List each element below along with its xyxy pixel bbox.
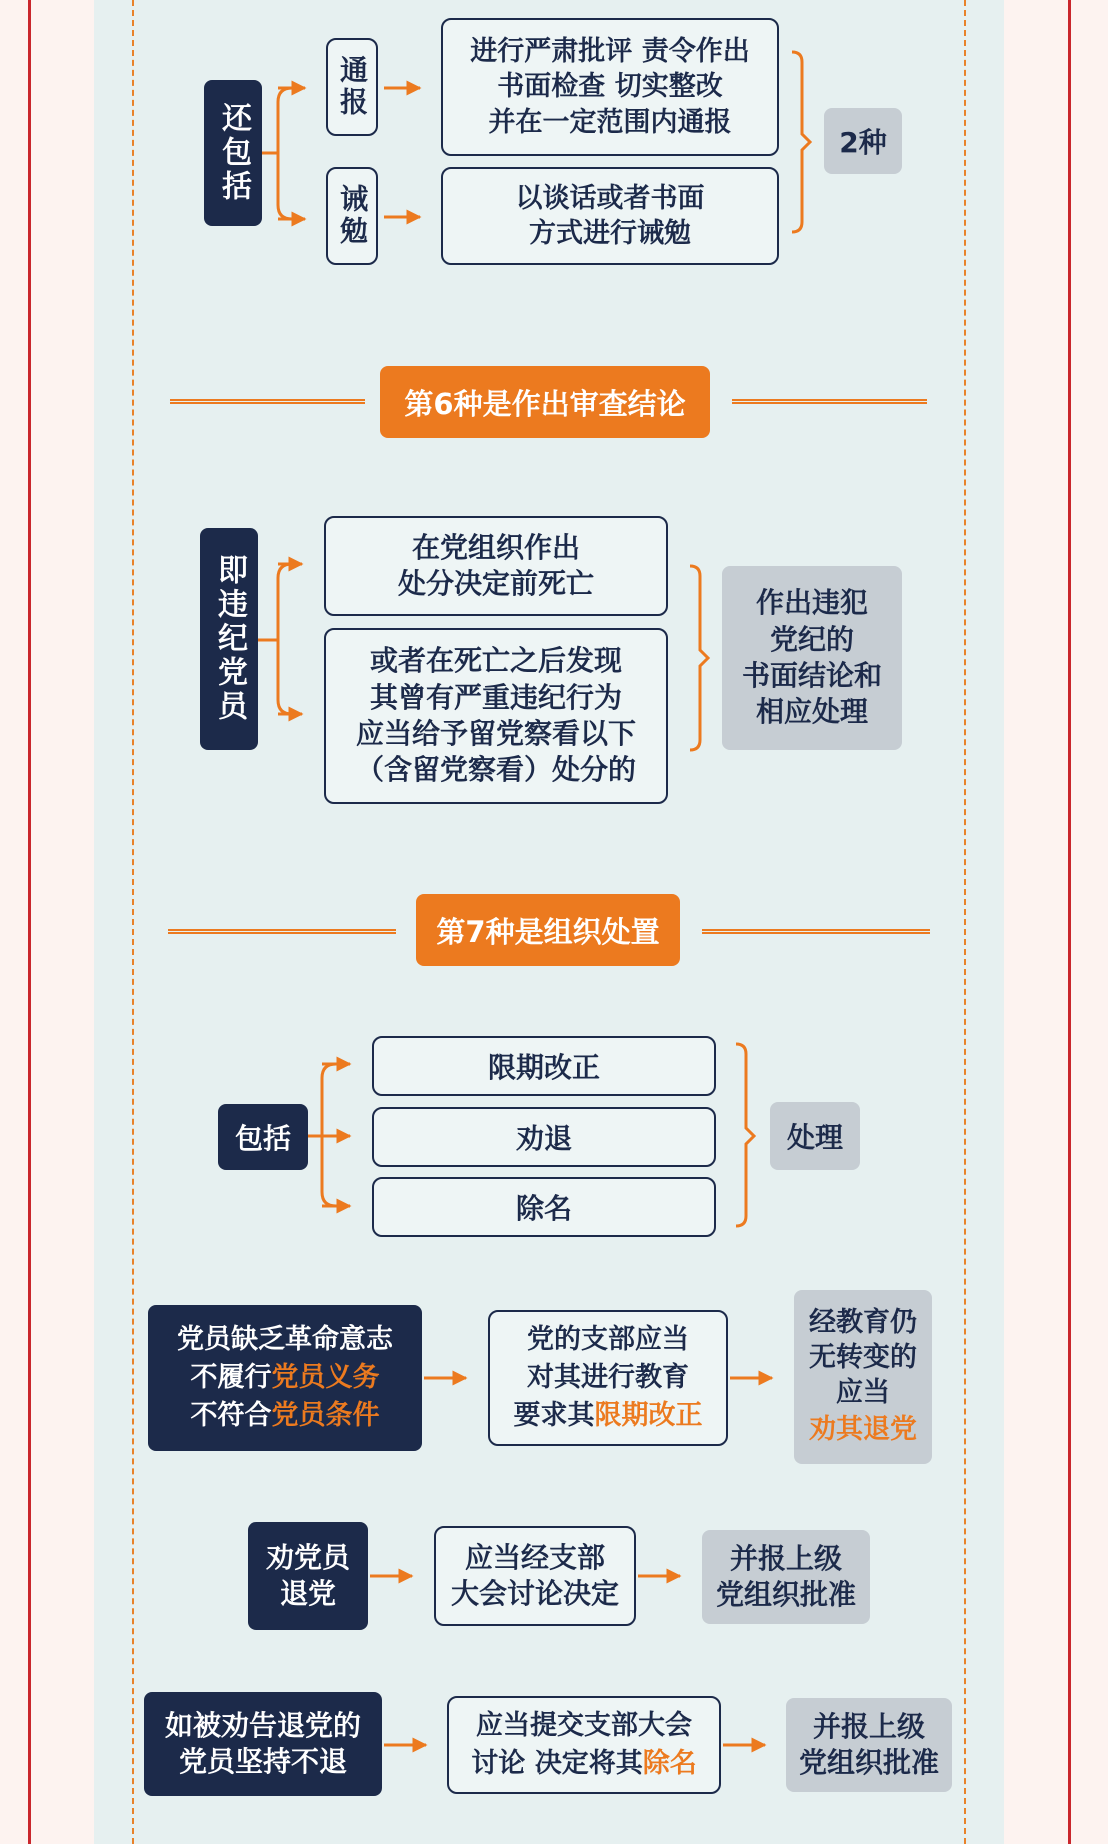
flow2-persuade-box: 劝党员 退党: [248, 1522, 368, 1630]
section6-condition-2: 或者在死亡之后发现 其曾有严重违纪行为 应当给予留党察看以下 （含留党察看）处分的: [324, 628, 668, 804]
flow1-result-highlight: 劝其退党: [809, 1414, 917, 1446]
type-tongbao-label: 通报: [326, 38, 378, 136]
section7-title-banner: 第7种是组织处置: [416, 894, 680, 966]
flow2-approval-box: 并报上级 党组织批准: [702, 1530, 870, 1624]
flow3-expel-line2: 讨论 决定将其除名: [471, 1748, 697, 1779]
type-tongbao-desc: 进行严肃批评 责令作出 书面检查 切实整改 并在一定范围内通报: [441, 18, 779, 156]
flow1-condition-line2: 不履行党员义务: [190, 1362, 380, 1394]
section7-item-chuming: 除名: [372, 1177, 716, 1237]
flow1-education-line3: 要求其限期改正: [513, 1399, 703, 1431]
section6-right-brace: [690, 566, 708, 750]
section6-title-banner: 第6种是作出审查结论: [380, 366, 710, 438]
section7-item-xianqi: 限期改正: [372, 1036, 716, 1096]
flow1-condition-line3: 不符合党员条件: [190, 1399, 380, 1431]
flow1-education-line2: 对其进行教育: [527, 1362, 689, 1394]
flow3-expel-line1: 应当提交支部大会: [476, 1710, 692, 1742]
also-includes-branch-bracket: [278, 88, 292, 219]
also-includes-summary: 2种: [824, 108, 902, 174]
section7-result: 处理: [770, 1102, 860, 1170]
type-jiemian-label: 诫勉: [326, 167, 378, 265]
also-includes-label: 还包括: [204, 80, 262, 226]
section6-label: 即违纪党员: [200, 528, 258, 750]
flow2-branch-decision-box: 应当经支部 大会讨论决定: [434, 1526, 636, 1626]
flow3-approval-box: 并报上级 党组织批准: [786, 1698, 952, 1792]
section6-condition-1: 在党组织作出 处分决定前死亡: [324, 516, 668, 616]
type-jiemian-desc: 以谈话或者书面 方式进行诫勉: [441, 167, 779, 265]
section7-label: 包括: [218, 1104, 308, 1170]
flow1-result-text: 经教育仍 无转变的 应当: [809, 1306, 917, 1408]
section6-branch-bracket: [278, 564, 292, 714]
section6-result: 作出违犯 党纪的 书面结论和 相应处理: [722, 566, 902, 750]
flow1-condition-line1: 党员缺乏革命意志: [177, 1324, 393, 1356]
flow3-refuse-box: 如被劝告退党的 党员坚持不退: [144, 1692, 382, 1796]
also-includes-right-brace: [792, 52, 810, 232]
section7-right-brace: [736, 1044, 754, 1226]
section7-item-quantui: 劝退: [372, 1107, 716, 1167]
flow1-education-line1: 党的支部应当: [527, 1324, 689, 1356]
